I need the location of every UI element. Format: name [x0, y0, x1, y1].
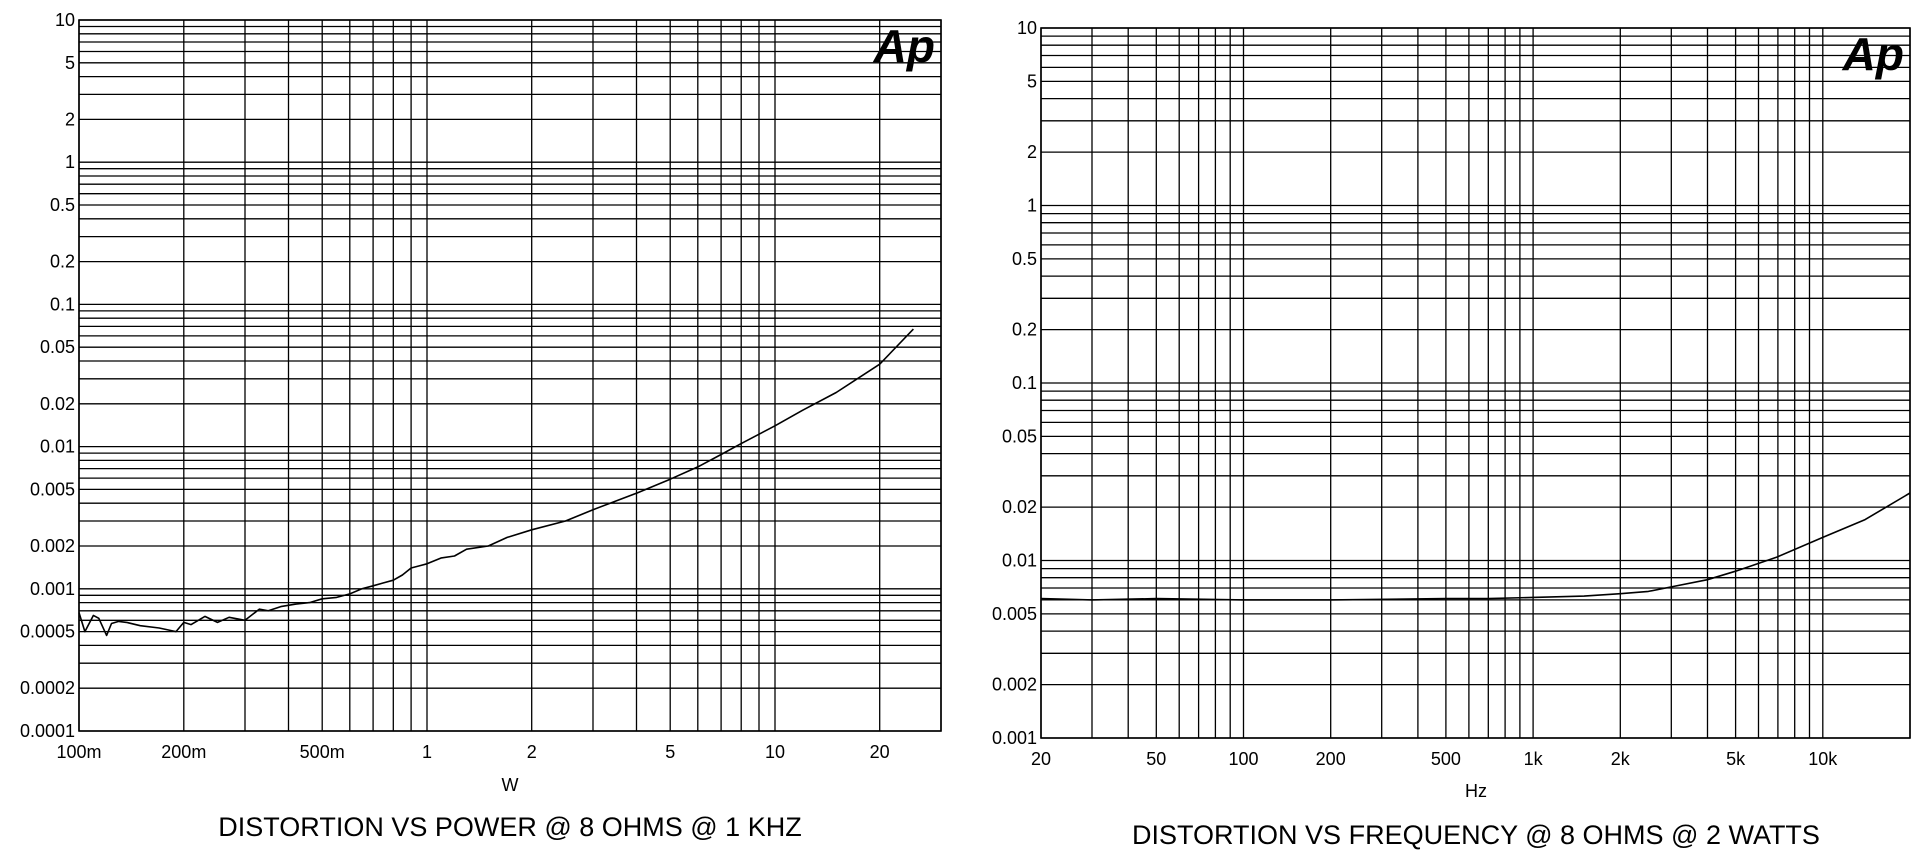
y-tick-label: 1: [64, 152, 75, 173]
y-tick-label: 5: [1026, 71, 1037, 92]
y-tick-label: 2: [64, 109, 75, 130]
series-line-1: [1041, 493, 1910, 600]
ap-logo: Ap: [1842, 28, 1904, 80]
x-tick-label: 500m: [299, 742, 345, 762]
y-tick-label: 0.002: [29, 536, 75, 556]
x-axis-label: Hz: [1465, 781, 1487, 801]
ap-logo: Ap: [873, 20, 935, 72]
x-tick-label: 50: [1146, 749, 1167, 769]
y-tick-label: 0.5: [49, 195, 75, 215]
y-tick-label: 0.2: [49, 251, 75, 272]
series-line-1: [79, 329, 913, 635]
y-tick-label: 10: [54, 10, 75, 30]
x-tick-label: 1k: [1523, 749, 1543, 769]
x-tick-label: 20: [869, 742, 890, 762]
x-tick-label: 5k: [1726, 749, 1746, 769]
x-tick-label: 10k: [1808, 749, 1838, 769]
y-tick-label: 0.05: [1001, 426, 1037, 447]
y-tick-label: 0.001: [991, 728, 1037, 748]
x-axis-label: W: [501, 775, 519, 795]
y-tick-label: 0.01: [39, 436, 75, 457]
y-tick-label: 0.0001: [19, 721, 75, 741]
y-tick-label: 0.005: [991, 603, 1037, 624]
grid-lines: [1041, 28, 1910, 738]
x-tick-label: 2k: [1610, 749, 1630, 769]
y-tick-label: 2: [1026, 142, 1037, 163]
x-tick-label: 500: [1430, 749, 1461, 769]
y-tick-label: 0.1: [1011, 373, 1037, 393]
y-tick-label: 0.002: [991, 674, 1037, 695]
y-tick-label: 1: [1026, 195, 1037, 216]
chart-title: DISTORTION VS POWER @ 8 OHMS @ 1 KHZ: [218, 812, 802, 842]
x-tick-label: 2: [526, 742, 537, 762]
x-tick-label: 200: [1315, 749, 1346, 769]
x-tick-label: 10: [764, 742, 786, 762]
chart-1: [20, 10, 941, 842]
y-tick-label: 10: [1016, 18, 1037, 38]
plot-frame: [79, 20, 941, 731]
x-tick-label: 100m: [56, 742, 102, 762]
x-tick-label: 200m: [161, 742, 207, 762]
y-tick-label: 0.1: [49, 294, 75, 315]
y-tick-label: 0.001: [29, 578, 75, 599]
y-tick-label: 0.01: [1001, 550, 1037, 571]
x-tick-label: 20: [1030, 749, 1052, 769]
chart-2: [992, 18, 1910, 850]
y-tick-label: 5: [64, 52, 75, 73]
chart-title: DISTORTION VS FREQUENCY @ 8 OHMS @ 2 WATTS: [1132, 820, 1820, 850]
x-tick-label: 1: [421, 742, 433, 762]
x-tick-label: 100: [1228, 749, 1259, 769]
y-tick-label: 0.05: [39, 337, 75, 358]
y-tick-label: 0.005: [29, 479, 75, 500]
y-tick-label: 0.0005: [19, 621, 75, 642]
y-tick-label: 0.02: [39, 393, 75, 414]
x-tick-label: 5: [665, 742, 676, 762]
y-tick-label: 0.0002: [19, 678, 75, 699]
grid-lines: [79, 20, 941, 731]
y-tick-label: 0.2: [1011, 319, 1037, 340]
y-tick-label: 0.02: [1001, 497, 1037, 518]
y-tick-label: 0.5: [1011, 248, 1037, 269]
